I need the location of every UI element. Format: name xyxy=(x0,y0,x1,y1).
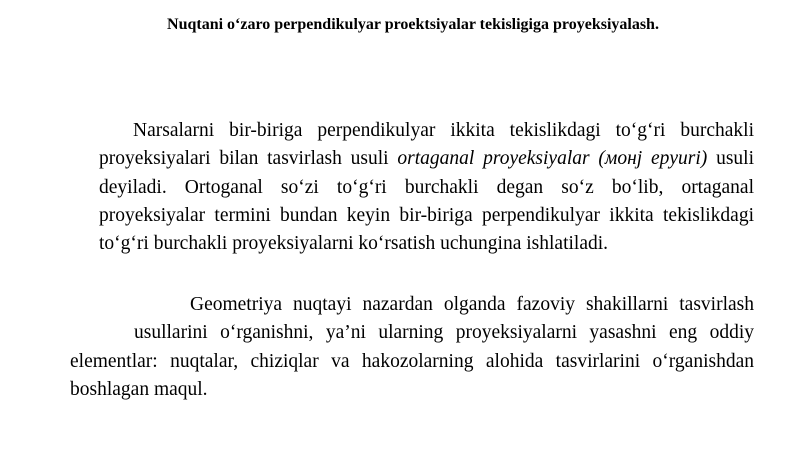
paragraph-text-rest: usullarini o‘rganishni, ya’ni ularning proyeksiyalarni yasashni eng oddiy elementlar: nuqtalar, chiziqlar va hakozolarning alohida tasvirlarini o‘rganishdan boshlagan maqul. xyxy=(70,322,754,400)
paragraph-text-after-term: usuli deyiladi. Ortoganal so‘zi to‘g‘ri burchakli degan so‘z bo‘lib, ortaganal proyeksiyalar termini bundan keyin bir-biriga perpendikulyar ikkita tekislikdagi to‘g‘ri burchakli proyeksiyalarni ko‘rsatish uchungina ishlatiladi. xyxy=(99,148,754,255)
slide-title: Nuqtani o‘zaro perpendikulyar proektsiyalar tekisligiga proyeksiyalash. xyxy=(167,16,659,33)
italic-term: ortaganal proyeksiyalar (монj epyuri) xyxy=(397,148,708,170)
paragraph-text-before-term: Narsalarni bir-biriga perpendikulyar ikkita tekislikdagi to‘g‘ri burchakli proyeksiyalari bilan tasvirlash usuli xyxy=(99,120,754,170)
paragraph-ortogonal-definition xyxy=(99,117,754,258)
paragraph-geometry-approach xyxy=(70,291,754,404)
paragraph-text-start: Geometriya nuqtayi nazardan olganda fazoviy shakillarni tasvirlash xyxy=(190,294,754,315)
